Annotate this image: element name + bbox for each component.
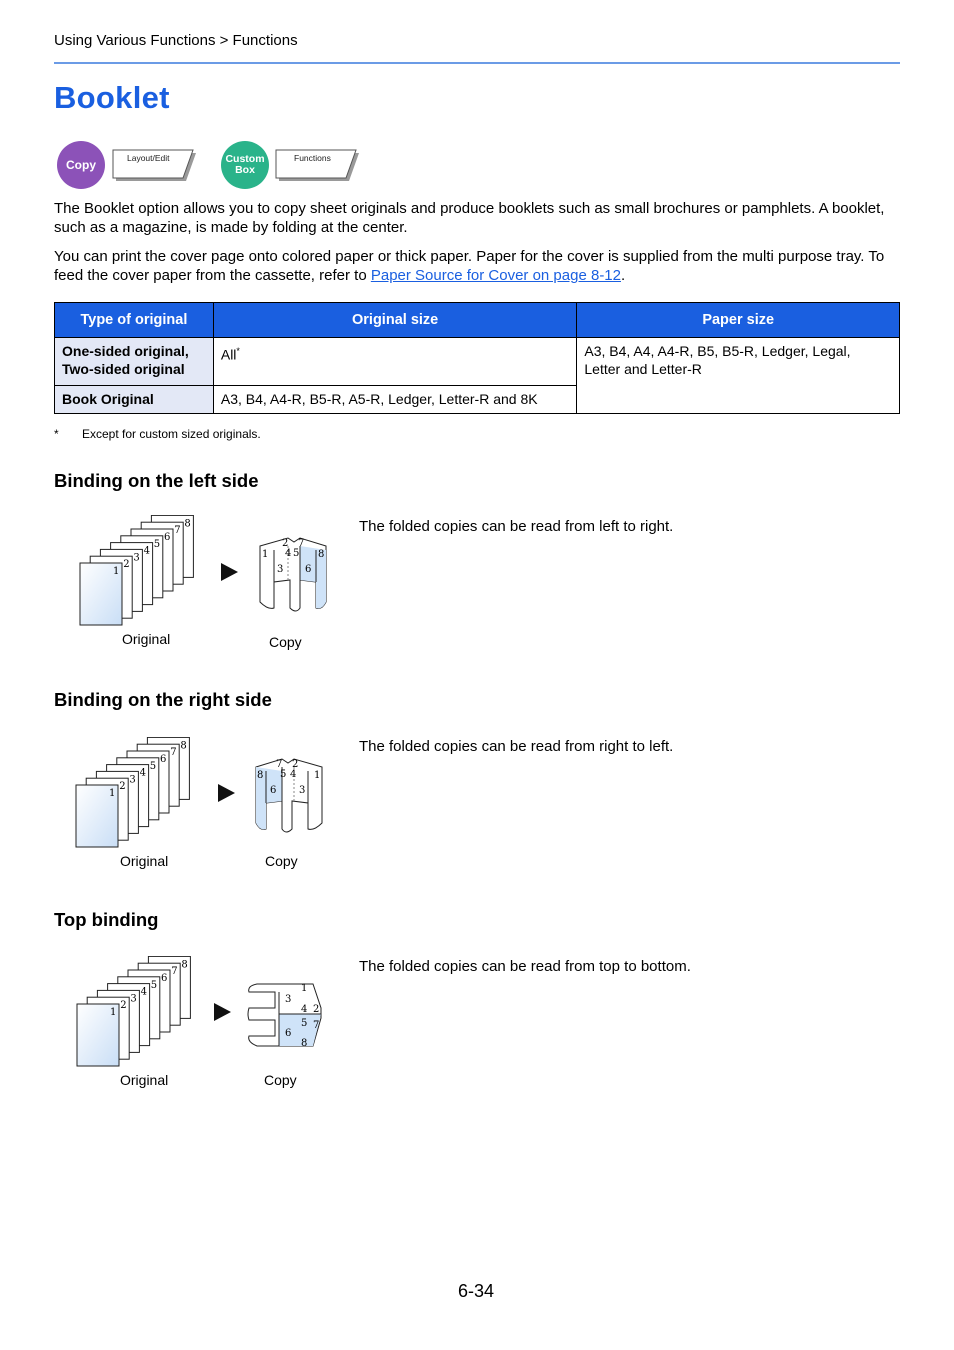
layout-edit-tab-label: Layout/Edit bbox=[127, 153, 170, 163]
copy-page-num-8: 8 bbox=[257, 770, 264, 781]
intro-paragraph-2-end: . bbox=[621, 267, 626, 284]
original-caption: Original bbox=[120, 1072, 169, 1088]
header-paper-size: Paper size bbox=[577, 303, 900, 338]
original-page-number: 7 bbox=[170, 747, 177, 759]
original-pages-illustration bbox=[75, 956, 195, 1071]
original-page-number: 3 bbox=[130, 993, 137, 1005]
copy-page-num-6: 6 bbox=[305, 564, 312, 575]
copy-badge-label: Copy bbox=[66, 157, 96, 172]
original-page-number: 6 bbox=[161, 973, 168, 984]
original-page-number: 6 bbox=[164, 532, 171, 543]
arrow-right-icon bbox=[216, 783, 236, 803]
copy-page-num-4: 4 bbox=[301, 1004, 308, 1015]
original-page-number: 7 bbox=[174, 525, 181, 537]
original-page-number: 4 bbox=[139, 767, 146, 779]
original-sheet bbox=[77, 1004, 119, 1066]
copy-page-num-3: 3 bbox=[299, 785, 306, 796]
original-page-number: 8 bbox=[184, 518, 191, 530]
original-page-number: 3 bbox=[133, 552, 140, 564]
original-page-number: 1 bbox=[110, 1007, 117, 1018]
original-page-number: 6 bbox=[160, 754, 167, 765]
custom-box-label-line2: Box bbox=[235, 164, 255, 176]
header-original-size: Original size bbox=[213, 303, 577, 338]
header-type-of-original: Type of original bbox=[55, 303, 214, 338]
copy-page-num-7: 7 bbox=[298, 538, 305, 549]
original-page-number: 4 bbox=[140, 986, 147, 998]
copy-page-num-5: 5 bbox=[280, 769, 287, 780]
copy-page-num-5: 5 bbox=[293, 548, 300, 559]
footnote-ref: * bbox=[236, 346, 240, 356]
arrow-right-icon bbox=[219, 562, 239, 582]
original-page-number: 2 bbox=[123, 559, 130, 571]
copy-page-num-1: 1 bbox=[262, 549, 269, 560]
row-head-book-original: Book Original bbox=[55, 386, 214, 414]
copy-page-num-1: 1 bbox=[301, 983, 308, 994]
original-page-number: 5 bbox=[153, 538, 161, 550]
intro-paragraph-2 bbox=[54, 247, 900, 285]
original-sheet bbox=[80, 563, 122, 625]
intro-paragraph-2-text: You can print the cover page onto colored paper or thick paper. Paper for the cover is supplied from the multi purpose tray. To feed the cover paper from the cassette, refer to bbox=[54, 248, 885, 284]
copy-page-num-4: 4 bbox=[290, 769, 297, 780]
page-number: 6-34 bbox=[458, 1281, 495, 1301]
copy-page-num-2: 2 bbox=[282, 538, 289, 549]
original-page-number: 3 bbox=[129, 774, 136, 786]
breadcrumb: Using Various Functions > Functions bbox=[54, 32, 298, 49]
paper-source-link[interactable]: Paper Source for Cover on page 8-12 bbox=[370, 267, 621, 284]
original-page-number: 2 bbox=[119, 781, 126, 793]
copy-page-num-2: 2 bbox=[313, 1004, 320, 1015]
footnote bbox=[54, 427, 261, 441]
functions-tab-label: Functions bbox=[294, 153, 331, 163]
table-row bbox=[55, 338, 900, 386]
size-all-text: All bbox=[220, 346, 237, 363]
original-page-number: 5 bbox=[150, 979, 158, 991]
intro-paragraph-1: The Booklet option allows you to copy sheet originals and produce booklets such as small brochures or pamphlets. A booklet, such as a magazine, is made by folding at the center. bbox=[54, 200, 885, 236]
table-header-row bbox=[55, 303, 900, 338]
original-page-number: 1 bbox=[109, 788, 116, 799]
footnote-mark: * bbox=[54, 427, 59, 441]
booklet-spec-table bbox=[54, 302, 900, 414]
original-page-number: 2 bbox=[120, 1000, 127, 1012]
paper-size-line-2: Letter and Letter-R bbox=[584, 361, 702, 377]
original-page-number: 8 bbox=[180, 740, 187, 752]
copy-page-num-5: 5 bbox=[301, 1018, 308, 1029]
cell-size-book: A3, B4, A4-R, B5-R, A5-R, Ledger, Letter-R and 8K bbox=[213, 386, 577, 414]
original-sheet bbox=[76, 785, 118, 847]
copy-page-num-1: 1 bbox=[314, 770, 321, 781]
copy-booklet-top-binding-illustration bbox=[243, 978, 327, 1054]
copy-page-num-3: 3 bbox=[277, 564, 284, 575]
copy-page-num-6: 6 bbox=[285, 1028, 292, 1039]
copy-caption: Copy bbox=[265, 853, 298, 869]
cell-size-all bbox=[213, 338, 577, 386]
section-heading-right-binding: Binding on the right side bbox=[54, 689, 272, 710]
cell-paper-size bbox=[577, 338, 900, 414]
section-heading-left-binding: Binding on the left side bbox=[54, 470, 259, 491]
section-description-right-binding: The folded copies can be read from right to left. bbox=[359, 738, 674, 755]
row-head-one-two-sided bbox=[55, 338, 214, 386]
arrow-right-icon bbox=[212, 1002, 232, 1022]
section-description-left-binding: The folded copies can be read from left to right. bbox=[359, 518, 674, 535]
original-pages-illustration bbox=[74, 737, 194, 852]
original-caption: Original bbox=[120, 853, 169, 869]
copy-caption: Copy bbox=[264, 1072, 297, 1088]
original-pages-illustration bbox=[78, 515, 198, 630]
copy-caption: Copy bbox=[269, 634, 302, 650]
copy-page-num-8: 8 bbox=[318, 549, 325, 560]
copy-booklet-right-binding-illustration bbox=[250, 753, 330, 837]
copy-badge bbox=[57, 141, 105, 189]
custom-box-badge bbox=[221, 141, 269, 189]
copy-page-num-6: 6 bbox=[270, 785, 277, 796]
original-page-number: 1 bbox=[113, 566, 120, 577]
copy-page-num-7: 7 bbox=[313, 1020, 320, 1031]
original-page-number: 8 bbox=[181, 959, 188, 971]
copy-page-num-8: 8 bbox=[301, 1038, 308, 1049]
row-head-line-2: Two-sided original bbox=[62, 361, 185, 377]
original-page-number: 4 bbox=[143, 545, 150, 557]
copy-page-num-3: 3 bbox=[285, 994, 292, 1005]
paper-size-line-1: A3, B4, A4, A4-R, B5, B5-R, Ledger, Legal, bbox=[584, 343, 851, 359]
copy-booklet-left-binding-illustration bbox=[252, 532, 332, 616]
footnote-text: Except for custom sized originals. bbox=[82, 427, 261, 441]
copy-page-num-4: 4 bbox=[285, 548, 292, 559]
section-description-top-binding: The folded copies can be read from top to bottom. bbox=[359, 958, 691, 975]
original-caption: Original bbox=[122, 631, 171, 647]
custom-box-label-line1: Custom bbox=[225, 153, 265, 165]
copy-page-num-2: 2 bbox=[292, 759, 299, 770]
copy-page-num-7: 7 bbox=[276, 759, 283, 770]
row-head-line-1: One-sided original, bbox=[62, 343, 189, 359]
section-heading-top-binding: Top binding bbox=[54, 909, 159, 930]
page-title: Booklet bbox=[54, 80, 170, 115]
original-page-number: 5 bbox=[149, 760, 157, 772]
header-rule bbox=[54, 62, 900, 64]
original-page-number: 7 bbox=[171, 966, 178, 978]
